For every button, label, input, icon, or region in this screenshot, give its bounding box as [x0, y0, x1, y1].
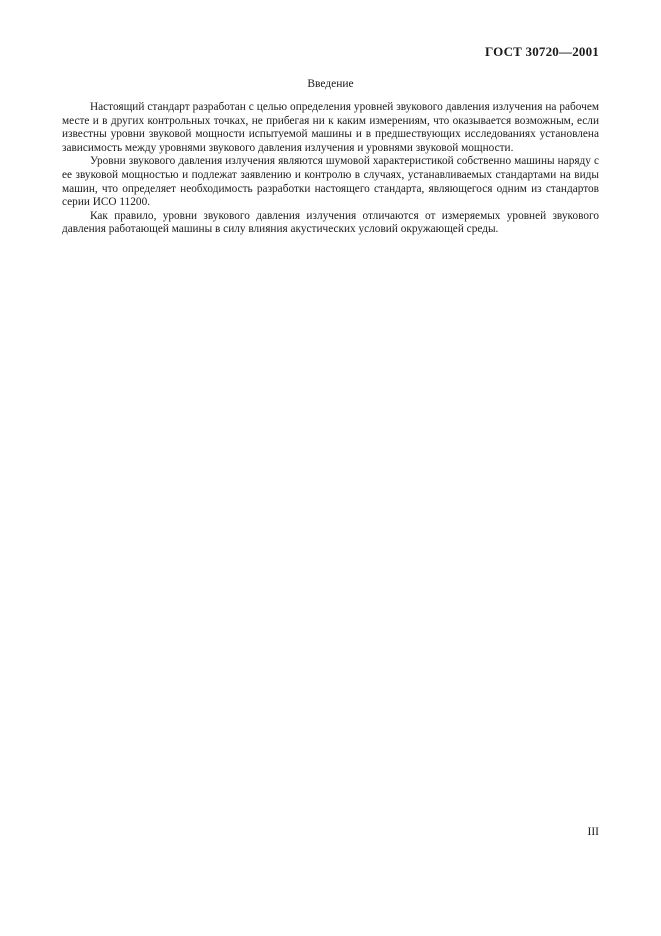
section-title: Введение [307, 78, 354, 90]
body-text [62, 101, 599, 237]
paragraph-1: Настоящий стандарт разработан с целью определения уровней звукового давления излучения на рабочем месте и в других контрольных точках, не прибегая ни к каким измерениям, что оказывается возможным, если известны уровни звуковой мощности испытуемой машины и в предшествующих исследованиях установлена зависимость между уровнями звукового давления излучения и уровнями звуковой мощности. [62, 101, 599, 154]
page-number: III [587, 826, 599, 838]
document-code: ГОСТ 30720—2001 [484, 44, 599, 59]
paragraph-2: Уровни звукового давления излучения являются шумовой характеристикой собственно машины наряду с ее звуковой мощностью и подлежат заявлению и контролю в случаях, устанавливаемых стандартами на виды машин, что определяет необходимость разработки настоящего стандарта, являющегося одним из стандартов серии ИСО 11200. [62, 155, 599, 209]
paragraph-3: Как правило, уровни звукового давления излучения отличаются от измеряемых уровней звукового давления работающей машины в силу влияния акустических условий окружающей среды. [62, 209, 599, 236]
